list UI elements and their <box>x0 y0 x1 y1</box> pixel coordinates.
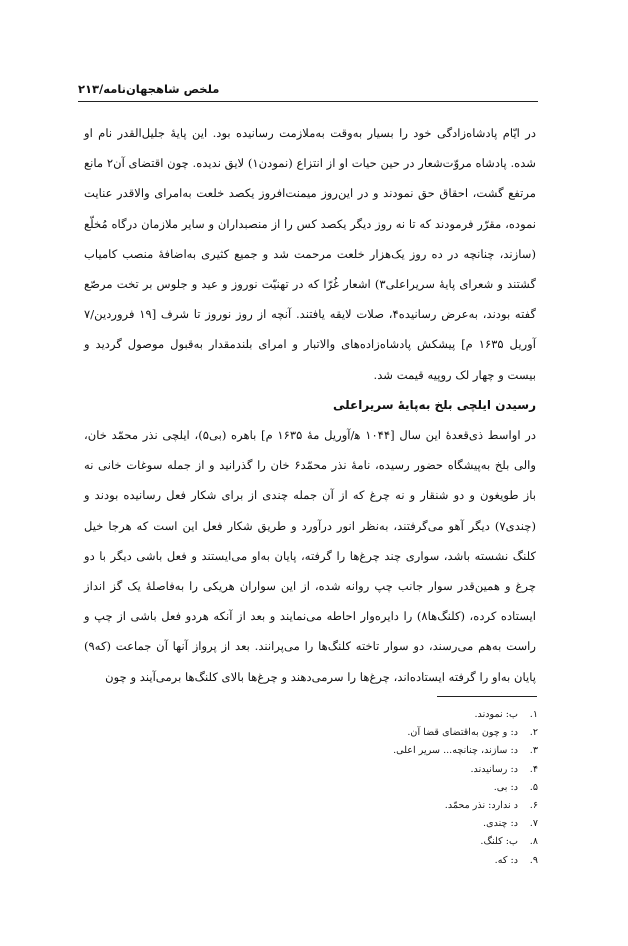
footnote-text: د: بی. <box>493 781 518 793</box>
paragraph-2: در اواسط ذی‌قعدهٔ این سال [۱۰۴۴ ه‍/آوریل مهٔ ۱۶۳۵ م] باهره (بی۵)، ایلچی نذر محمّد خان، والی بلخ به‌پیشگاه حضور رسیده، نامهٔ نذر محمّد۶ خان را گذرانید و از جمله سوغات خانی نه باز طویغون و دو شنقار و نه چرغ که از آن جمله چندی از برای شکار فعل رسانیده بودند و (چندی۷) دیگر آهو می‌گرفتند، به‌نظر انور درآورد و طریق شکار فعل این است که هرجا خیل کلنگ نشسته باشد، سواری چند چرغ‌ها را گرفته، پایان به‌او می‌ایستند و فعل باشی دیگر با دو چرغ و همین‌قدر سوار جانب چپ روانه شده، از این سواران هریکی را به‌فاصلهٔ یک گز انداز ایستاده کرده، (کلنگ‌ها۸) را دایره‌وار احاطه می‌نمایند و بعد از آنکه هردو فعل باشی از چپ و راست به‌هم می‌رسند، دو سوار تاخته کلنگ‌ها را می‌پرانند. بعد از پرواز آنها آن جماعت (که۹) پایان به‌او را گرفته ایستاده‌اند، چرغ‌ها را سرمی‌دهند و چرغ‌ها بالای کلنگ‌ها برمی‌آیند و چون <box>84 428 536 684</box>
main-text <box>84 118 536 692</box>
footnote-text: د: و چون به‌اقتضای قضا آن. <box>407 727 518 739</box>
footnotes <box>250 706 538 870</box>
footnote-text: ب: کلنگ. <box>480 836 518 848</box>
footnote-number: ۷. <box>529 818 538 830</box>
footnote-number: ۶. <box>529 800 538 812</box>
running-head: ۲۱۳/ملخص شاهجهان‌نامه <box>78 82 220 96</box>
footnote-number: ۹. <box>529 854 538 866</box>
paragraph-1: در ایّام پادشاه‌زادگی خود را بسیار به‌وقت به‌ملازمت رسانیده بود. این پایهٔ جلیل‌القدر نام او شده. پادشاه مروّت‌شعار در حین حیات او از انتزاع (نمودن۱) لایق ندیده. چون اقتضای آن۲ مانع مرتفع گشت، احقاق حق نمودند و در این‌روز میمنت‌افروز یکصد خلعت به‌امرای والاقدر عنایت نموده، مقرّر فرمودند که تا نه روز دیگر یکصد کس را از منصبداران و سایر ملازمان درگاه مُخلّع (سازند، چنانچه در ده روز یک‌هزار خلعت مرحمت شد و جمیع کثیری به‌اضافهٔ منصب کامیاب گشتند و شعرای پایهٔ سریراعلی۳) اشعار غُرّا که در تهنیّت نوروز و عید و جلوس بر تخت مرصّع گفته بودند، به‌عرض رسانیده۴، صلات لایقه یافتند. آنچه از روز نوروز تا شرف [۱۹ فروردین/۷ آوریل ۱۶۳۵ م] پیشکش پادشاه‌زاده‌های والاتبار و امرای بلندمقدار به‌قبول موصول گردید و بیست و چهار لک روپیه قیمت شد. <box>84 126 537 382</box>
footnote-item <box>250 761 538 779</box>
footnote-text: ب: نمودند. <box>474 709 518 720</box>
footnote-number: ۱. <box>529 709 538 720</box>
footnote-text: د: سازند، چنانچه... سریر اعلی. <box>393 745 518 757</box>
footnote-number: ۵. <box>529 781 538 793</box>
header-rule <box>78 101 538 102</box>
footnote-number: ۳. <box>529 745 538 757</box>
footnote-item <box>250 833 538 851</box>
footnote-number: ۲. <box>529 727 538 739</box>
footnote-item <box>250 797 538 815</box>
footnote-item <box>250 724 538 742</box>
footnote-item <box>250 742 538 760</box>
footnote-number: ۸. <box>529 836 538 848</box>
section-heading: رسیدن ایلچی بلخ به‌پایهٔ سریراعلی <box>332 397 536 412</box>
footnote-number: ۴. <box>529 763 538 775</box>
footnote-item <box>250 779 538 797</box>
footnote-text: د: که. <box>494 854 518 866</box>
footnote-text: د: چندی. <box>483 818 518 830</box>
footnote-item <box>250 852 538 870</box>
footnote-text: د ندارد: نذر محمّد. <box>444 800 518 812</box>
footnote-rule <box>437 696 537 697</box>
footnote-item <box>250 815 538 833</box>
footnote-text: د: رسانیدند. <box>470 763 518 775</box>
footnote-item <box>250 706 538 724</box>
